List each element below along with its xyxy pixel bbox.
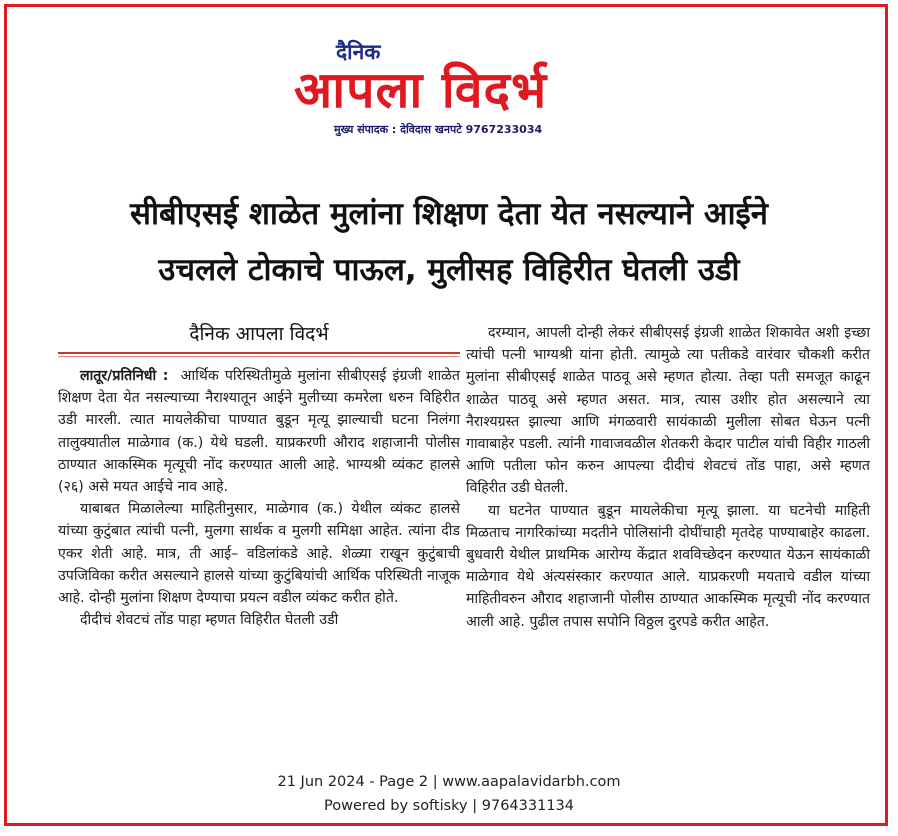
masthead-daily-label: दैनिक <box>336 40 381 64</box>
paragraph: दरम्यान, आपली दोन्ही लेकरं सीबीएसई इंग्रजी शाळेत शिकावेत अशी इच्छा त्यांची पत्नी भाग्यश्री यांना होती. त्यामुळे त्या पतीकडे वारंवार चौकशी करीत मुलांना सीबीएसई शाळेत पाठवू असे म्हणत होत्या. तेव्हा पती समजूत काढून शाळेत पाठवू असे म्हणत असत. मात्र, त्यास उशीर होत असल्याने त्या नैराश्यग्रस्त झाल्या आणि मंगळवारी सायंकाळी मुलीला सोबत घेऊन पत्नी गावाबाहेर पडली. त्यांनी गावाजवळील शेतकरी केदार पाटील यांची विहीर गाठली आणि पतीला फोन करुन आपल्या दीदीचं शेवटचं तोंड पाहा, असे म्हणत विहिरीत उडी घेतली. <box>466 325 870 497</box>
byline-rule <box>58 352 460 354</box>
masthead <box>290 40 610 140</box>
headline-line-1: सीबीएसई शाळेत मुलांना शिक्षण देता येत नसल्याने आईने <box>130 196 768 232</box>
paragraph <box>58 365 460 498</box>
article-column-left <box>58 322 460 631</box>
article-column-right <box>466 322 870 633</box>
footer-date-site: 21 Jun 2024 - Page 2 | www.aapalavidarbh.com <box>277 774 621 790</box>
masthead-editor-line: मुख्य संपादक : देविदास खनपटे 9767233034 <box>334 123 543 136</box>
subheading: दीदीचं शेवटचं तोंड पाहा म्हणत विहिरीत घेतली उडी <box>80 612 339 629</box>
footer-powered-by: Powered by softisky | 9764331134 <box>323 798 574 814</box>
headline-line-2: उचलले टोकाचे पाऊल, मुलीसह विहिरीत घेतली उडी <box>158 252 740 288</box>
paragraph: याबाबत मिळालेल्या माहितीनुसार, माळेगाव (क.) येथील व्यंकट हालसे यांच्या कुटुंबात त्यांची पत्नी, मुलगा सार्थक व मुलगी समिक्षा आहेत. त्यांना दीड एकर शेती आहे. मात्र, ती आई– वडिलांकडे आहे. शेळ्या राखून कुटुंबाची उपजिविका करीत असल्याने हालसे यांच्या कुटुंबियांची आर्थिक परिस्थिती नाजूक आहे. दोन्ही मुलांना शिक्षण देण्याचा प्रयत्न वडील व्यंकट करीत होते. <box>58 501 460 607</box>
masthead-title: आपला विदर्भ <box>294 61 548 119</box>
page-footer <box>0 770 898 818</box>
paragraph: या घटनेत पाण्यात बुडून मायलेकीचा मृत्यू झाला. या घटनेची माहिती मिळताच नागरिकांच्या मदतीने पोलिसांनी दोघींचाही मृतदेह पाण्याबाहेर काढला. बुधवारी येथील प्राथमिक आरोग्य केंद्रात शवविच्छेदन करण्यात येऊन सायंकाळी माळेगाव येथे अंत्यसंस्कार करण्यात आले. याप्रकरणी मयताचे वडील यांच्या माहितीवरुन औराद शहाजानी पोलीस ठाण्यात आकस्मिक मृत्यूची नोंद करण्यात आली आहे. पुढील तपास सपोनि विठ्ठल दुरपडे करीत आहेत. <box>466 502 870 630</box>
byline-rule-thin <box>58 356 460 357</box>
paragraph-text: आर्थिक परिस्थितीमुळे मुलांना सीबीएसई इंग्रजी शाळेत शिक्षण देता येत नसल्याच्या नैराश्यातून आईने मुलीच्या कमरेला धरुन विहिरीत उडी मारली. त्यात मायलेकीचा पाण्यात बुडून मृत्यू झाल्याची घटना निलंगा तालुक्यातील माळेगाव (क.) येथे घडली. याप्रकरणी औराद शहाजानी पोलीस ठाण्यात आकस्मिक मृत्यूची नोंद करण्यात आली आहे. भाग्यश्री व्यंकट हालसे (२६) असे मयत आईचे नाव आहे. <box>58 368 460 496</box>
article-headline <box>20 186 878 298</box>
article-dateline: लातूर/प्रतिनिधी : <box>80 368 169 384</box>
article-byline: दैनिक आपला विदर्भ <box>189 323 329 345</box>
